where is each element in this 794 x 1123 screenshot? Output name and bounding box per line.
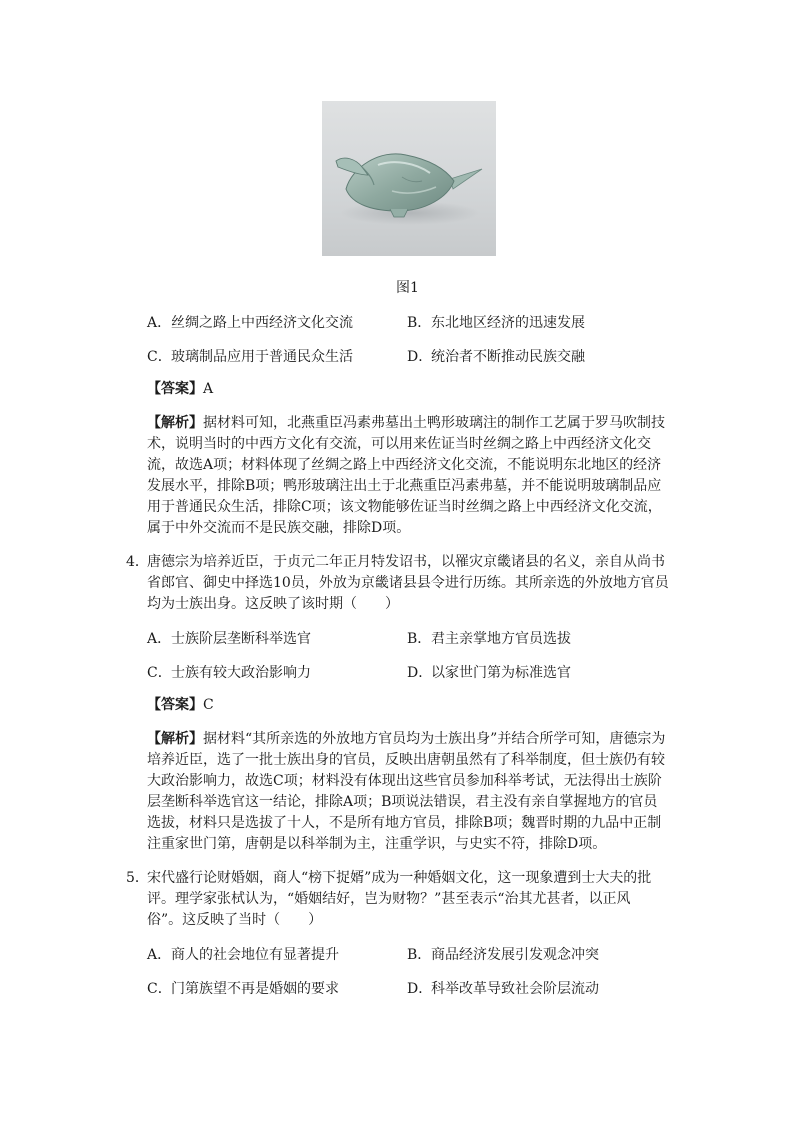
q3-option-c (147, 346, 353, 366)
q4-stem-line: 省郎官、御史中择选10员，外放为京畿诸县县令进行历练。其所亲选的外放地方官员 (147, 575, 669, 591)
option-text: 士族阶层垄断科举选官 (171, 631, 311, 647)
analysis-text: 据材料“其所亲选的外放地方官员均为士族出身”并结合所学可知，唐德宗为 (203, 731, 666, 747)
option-text: 商人的社会地位有显著提升 (171, 947, 339, 963)
option-letter: B． (407, 315, 432, 331)
option-text: 士族有较大政治影响力 (171, 665, 311, 681)
answer-label: 【答案】 (147, 697, 203, 713)
answer-value: A (203, 381, 214, 397)
option-letter: C． (147, 665, 172, 681)
answer-label: 【答案】 (147, 381, 203, 397)
q4-analysis-line: 注重家世门第，唐朝是以科举制为主，注重学识，与史实不符，排除D项。 (147, 836, 607, 852)
q4-option-d (407, 662, 571, 682)
q4-analysis-line: 层垄断科举选官这一结论，排除A项；B项说法错误，君主没有亲自掌握地方的官员 (147, 794, 658, 810)
option-letter: C． (147, 981, 172, 997)
q4-analysis-line (147, 729, 665, 750)
option-text: 科举改革导致社会阶层流动 (431, 981, 599, 997)
option-text: 统治者不断推动民族交融 (431, 349, 585, 365)
glass-vessel-image (322, 101, 496, 256)
option-letter: B． (407, 947, 432, 963)
option-letter: A． (147, 947, 172, 963)
option-letter: A． (147, 631, 172, 647)
q3-analysis-line: 术，说明当时的中西方文化有交流，可以用来佐证当时丝绸之路上中西经济文化交 (147, 436, 651, 452)
q4-number: 4． (126, 554, 149, 570)
q5-stem-line: 评。理学家张栻认为，“婚姻结好，岂为财物？”甚至表示“治其尤甚者，以正风 (147, 891, 631, 907)
q3-analysis-line: 发展水平，排除B项；鸭形玻璃注出土于北燕重臣冯素弗墓，并不能说明玻璃制品应 (147, 478, 662, 494)
q3-analysis-line: 流，故选A项；材料体现了丝绸之路上中西经济文化交流，不能说明东北地区的经济 (147, 457, 662, 473)
option-text: 以家世门第为标准选官 (431, 665, 571, 681)
option-letter: C． (147, 349, 172, 365)
q4-stem-line: 唐德宗为培养近臣，于贞元二年正月特发诏书，以罹灾京畿诸县的名义，亲自从尚书 (147, 554, 665, 570)
q5-option-b (407, 944, 599, 964)
option-text: 丝绸之路上中西经济文化交流 (171, 315, 353, 331)
q5-stem-line: 俗”。这反映了当时（ ） (147, 912, 323, 928)
answer-value: C (203, 697, 214, 713)
q3-option-d (407, 346, 585, 366)
option-letter: B． (407, 631, 432, 647)
q5-stem-line: 宋代盛行论财婚姻，商人“榜下捉婿”成为一种婚姻文化，这一现象遭到士大夫的批 (147, 870, 652, 886)
q3-analysis-line: 用于普通民众生活，排除C项；该文物能够佐证当时丝绸之路上中西经济文化交流， (147, 499, 662, 515)
q4-option-c (147, 662, 311, 682)
q3-answer (147, 379, 213, 400)
figure-caption: 图1 (396, 280, 419, 296)
q4-analysis-line: 选拔，材料只是选拔了十人，不是所有地方官员，排除B项；魏晋时期的九品中正制 (147, 815, 662, 831)
q3-option-a (147, 312, 353, 332)
q3-option-b (407, 312, 585, 332)
q5-number: 5． (126, 870, 149, 886)
option-text: 玻璃制品应用于普通民众生活 (171, 349, 353, 365)
artifact-photo (322, 101, 496, 256)
option-text: 商品经济发展引发观念冲突 (431, 947, 599, 963)
q3-analysis-line (147, 413, 665, 434)
option-text: 东北地区经济的迅速发展 (431, 315, 585, 331)
analysis-text: 据材料可知，北燕重臣冯素弗墓出土鸭形玻璃注的制作工艺属于罗马吹制技 (203, 415, 665, 431)
q4-analysis-line: 大政治影响力，故选C项；材料没有体现出这些官员参加科举考试，无法得出士族阶 (147, 773, 662, 789)
q4-answer (147, 695, 214, 716)
q4-stem-line: 均为士族出身。这反映了该时期（ ） (147, 596, 399, 612)
option-text: 君主亲掌地方官员选拔 (431, 631, 571, 647)
option-letter: A． (147, 315, 172, 331)
q5-option-c (147, 978, 339, 998)
option-text: 门第族望不再是婚姻的要求 (171, 981, 339, 997)
q5-option-a (147, 944, 339, 964)
q5-option-d (407, 978, 599, 998)
q4-option-a (147, 628, 311, 648)
q3-analysis-line: 属于中外交流而不是民族交融，排除D项。 (147, 520, 411, 536)
q4-analysis-line: 培养近臣，选了一批士族出身的官员，反映出唐朝虽然有了科举制度，但士族仍有较 (147, 752, 665, 768)
option-letter: D． (407, 349, 433, 365)
analysis-label: 【解析】 (147, 731, 203, 747)
option-letter: D． (407, 665, 433, 681)
analysis-label: 【解析】 (147, 415, 203, 431)
q4-option-b (407, 628, 571, 648)
option-letter: D． (407, 981, 433, 997)
